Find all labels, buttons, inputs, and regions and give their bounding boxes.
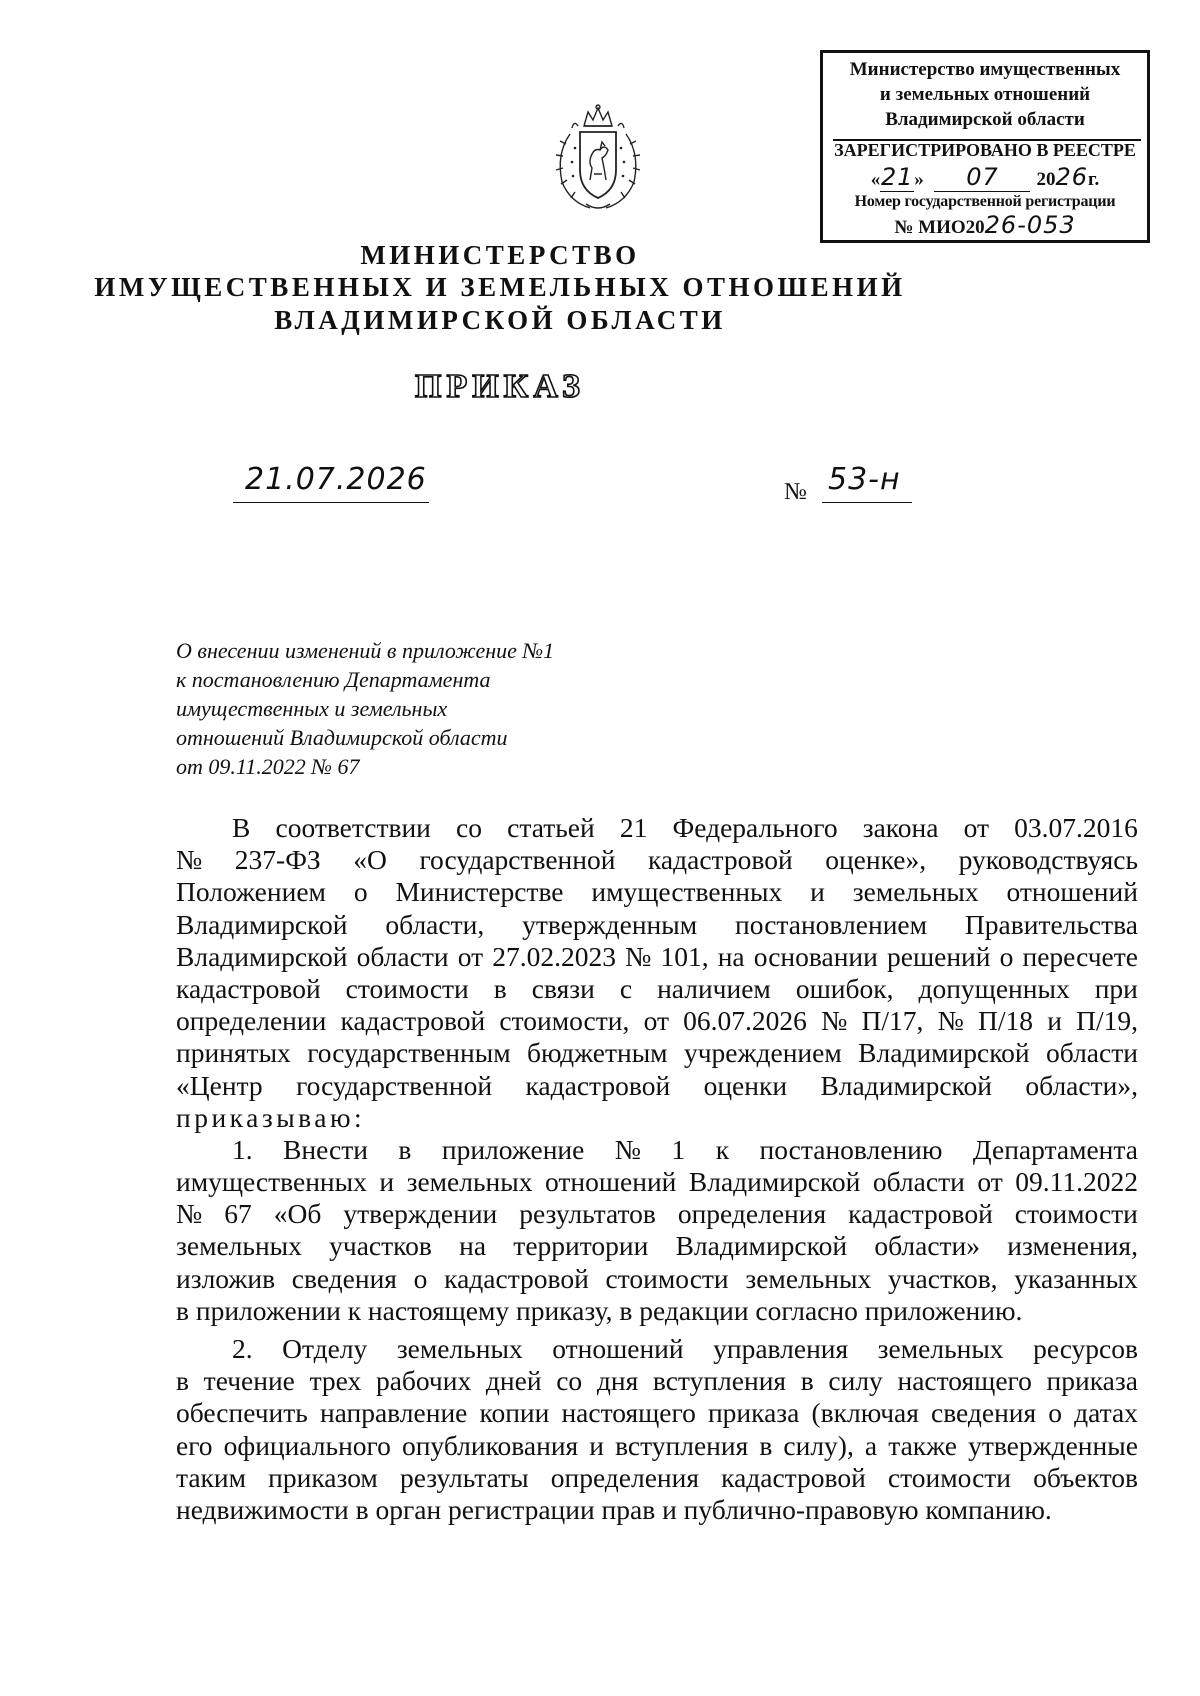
body-word: приказом <box>268 1461 378 1493</box>
body-line <box>176 876 1138 908</box>
body-word: вступления <box>652 1365 787 1397</box>
order-word-line <box>176 1102 1138 1134</box>
body-word: 67 <box>224 1198 252 1230</box>
body-word: П/17, <box>861 1005 924 1037</box>
body-word: и <box>1047 1005 1062 1037</box>
body-word: имущественных <box>591 876 783 908</box>
body-word: Министерстве <box>395 876 564 908</box>
body-word: стоимости <box>887 1461 1012 1493</box>
body-line <box>176 973 1138 1005</box>
body-word: настоящего <box>561 1397 696 1429</box>
body-word: определения <box>550 1461 700 1493</box>
body-word: государственным <box>307 1037 511 1069</box>
body-word: области» <box>874 1230 981 1262</box>
body-word: № <box>614 1133 642 1165</box>
body-word: Владимирской <box>820 1069 992 1101</box>
order-date: 21.07.2026 <box>245 462 427 497</box>
body-word: с <box>619 972 633 1004</box>
body-word: кадастровой <box>721 1461 866 1493</box>
body-word: (включая <box>811 1397 919 1429</box>
body-word: Федерального <box>672 812 838 843</box>
body-word: Департамента <box>972 1133 1138 1165</box>
body-word: территории <box>513 1230 649 1262</box>
subject-line: О внесении изменений в приложение №1 <box>176 638 555 663</box>
item1-line <box>176 1263 1138 1295</box>
body-word: а <box>864 1429 878 1461</box>
registration-stamp <box>820 50 1150 243</box>
body-word: управления <box>713 1333 849 1364</box>
body-word: Владимирской <box>688 1166 861 1198</box>
stamp-number-label: Номер государственной регистрации <box>854 193 1116 210</box>
body-word: от <box>457 940 484 972</box>
body-word: в <box>800 1365 814 1397</box>
body-word: его <box>176 1429 213 1461</box>
stamp-year-end: г. <box>1088 169 1100 190</box>
body-word: № <box>937 1005 964 1037</box>
body-word: 237-ФЗ <box>234 844 321 876</box>
body-word: В <box>232 812 251 843</box>
body-word: в <box>176 1365 189 1397</box>
stamp-org-line: и земельных отношений <box>879 84 1091 105</box>
stamp-org-line: Министерство имущественных <box>849 59 1121 80</box>
body-word: приказа <box>1046 1365 1138 1397</box>
stamp-year-suffix: 26 <box>1055 163 1089 191</box>
body-word: также <box>888 1429 957 1461</box>
body-word: о <box>1048 1397 1063 1429</box>
body-word: Правительства <box>964 908 1138 940</box>
order-number: 53-н <box>828 462 901 497</box>
body-word: Владимирской <box>858 1037 1030 1069</box>
body-word: утвержденным <box>522 908 698 940</box>
body-word: земельных <box>877 1333 1004 1364</box>
body-word: статьей <box>507 812 595 843</box>
body-word: руководствуясь <box>958 844 1138 876</box>
body-word: кадастровой <box>647 844 793 876</box>
body-word: основании <box>753 940 878 972</box>
body-line <box>176 941 1138 973</box>
order-body <box>176 812 1138 1526</box>
body-word: Владимирской <box>675 1230 848 1262</box>
body-word: со <box>456 812 483 843</box>
body-word: постановлением <box>735 908 928 940</box>
body-word: дней <box>485 1365 542 1397</box>
order-subject <box>176 636 554 781</box>
body-word: земельных <box>176 1230 302 1262</box>
body-word: участков <box>329 1230 432 1262</box>
body-word: от <box>977 1166 1003 1198</box>
order-date-field <box>233 462 429 503</box>
body-word: 06.07.2026 <box>683 1005 807 1037</box>
item2-line <box>176 1494 1138 1526</box>
stamp-organization <box>833 57 1137 132</box>
body-word: земельных <box>396 1333 523 1364</box>
body-word: указанных <box>1014 1262 1138 1294</box>
ministry-title-line2: ИМУЩЕСТВЕННЫХ И ЗЕМЕЛЬНЫХ ОТНОШЕНИЙ <box>94 272 906 302</box>
body-word: определении <box>176 1005 327 1037</box>
body-word: отношений <box>552 1333 684 1364</box>
body-word: кадастровой <box>176 972 321 1004</box>
body-word: земельных <box>852 876 979 908</box>
body-word: стоимости <box>345 972 469 1004</box>
body-word: ресурсов <box>1033 1333 1138 1364</box>
body-word: к <box>715 1133 730 1165</box>
body-word: «Об <box>273 1198 322 1230</box>
coat-of-arms-icon <box>548 104 648 216</box>
subject-line: к постановлению Департамента <box>176 667 491 692</box>
body-word: изменения, <box>1007 1230 1138 1262</box>
body-word: № <box>821 1005 848 1037</box>
ministry-title-line1: МИНИСТЕРСТВО <box>360 240 640 270</box>
body-word: силу), <box>783 1429 854 1461</box>
body-word: отношений <box>544 1166 677 1198</box>
item2-line <box>176 1397 1138 1429</box>
body-word: утвержденные <box>968 1429 1138 1461</box>
body-word: наличием <box>657 972 771 1004</box>
body-word: государственной <box>419 844 616 876</box>
body-word: «Центр <box>176 1069 263 1101</box>
body-word: отношений <box>1006 876 1138 908</box>
body-word: бюджетным <box>526 1037 668 1069</box>
body-word: от <box>963 812 990 843</box>
body-word: от <box>643 1005 669 1037</box>
body-word: направление <box>319 1397 468 1429</box>
body-word: 2. <box>232 1333 253 1364</box>
body-word: определения <box>677 1198 827 1230</box>
stamp-registered-label: ЗАРЕГИСТРИРОВАНО В РЕЕСТРЕ <box>834 140 1136 160</box>
body-word: учреждением <box>683 1037 842 1069</box>
subject-line: от 09.11.2022 № 67 <box>176 754 360 779</box>
body-word: дня <box>596 1365 639 1397</box>
stamp-number-prefix: № МИО20 <box>894 217 985 238</box>
body-word: приказа <box>707 1397 800 1429</box>
body-word: о <box>353 876 368 908</box>
body-word: 101, <box>660 940 709 972</box>
body-word: результаты <box>399 1461 529 1493</box>
stamp-year-prefix: 20 <box>1036 169 1056 190</box>
body-word: опубликования <box>401 1429 579 1461</box>
body-word: кадастровой <box>848 1198 993 1230</box>
body-word: области <box>1046 1037 1138 1069</box>
stamp-number <box>823 211 1147 242</box>
body-word: кадастровой <box>444 1262 589 1294</box>
body-word: соответствии <box>275 812 431 843</box>
body-word: области <box>356 940 449 972</box>
body-word: Отделу <box>282 1333 368 1364</box>
body-word: сведения <box>931 1397 1037 1429</box>
item1-line <box>176 1134 1138 1166</box>
body-word: земельных <box>745 1262 872 1294</box>
body-word: результатов <box>519 1198 656 1230</box>
stamp-org-line: Владимирской области <box>885 109 1085 130</box>
body-text: недвижимости в орган регистрации прав и публично-правовую компанию. <box>176 1493 1052 1525</box>
item1-line <box>176 1295 1138 1327</box>
item1-line <box>176 1230 1138 1262</box>
body-word: связи <box>531 972 595 1004</box>
item2 <box>176 1333 1138 1526</box>
body-word: П/18 <box>978 1005 1034 1037</box>
order-word: приказываю: <box>176 1101 366 1133</box>
body-word: 09.11.2022 <box>1015 1166 1138 1198</box>
body-line <box>176 812 1138 844</box>
body-word: обеспечить <box>176 1397 308 1429</box>
body-word: вступления <box>615 1429 749 1461</box>
body-line <box>176 844 1138 876</box>
body-word: течение <box>203 1365 295 1397</box>
body-text: в приложении к настоящему приказу, в редакции согласно приложению. <box>176 1294 1023 1326</box>
stamp-number-value: 26-053 <box>984 211 1076 239</box>
item2-line <box>176 1365 1138 1397</box>
body-word: официального <box>223 1429 391 1461</box>
body-word: на <box>717 940 745 972</box>
body-word: № <box>176 844 203 876</box>
item2-line <box>176 1333 1138 1365</box>
body-line <box>176 1005 1138 1037</box>
body-word: оценке», <box>825 844 927 876</box>
body-word: и <box>589 1429 604 1461</box>
body-word: объектов <box>1033 1461 1138 1493</box>
body-word: сведения <box>291 1262 397 1294</box>
body-line <box>176 909 1138 941</box>
body-line <box>176 1037 1138 1069</box>
stamp-date-quote: « <box>870 169 881 190</box>
body-word: датах <box>1074 1397 1138 1429</box>
body-word: «О <box>353 844 387 876</box>
body-word: настоящего <box>897 1365 1032 1397</box>
body-word: копии <box>479 1397 550 1429</box>
item2-line <box>176 1430 1138 1462</box>
item2-line <box>176 1462 1138 1494</box>
body-word: стоимости <box>1014 1198 1138 1230</box>
body-word: участков, <box>887 1262 998 1294</box>
body-word: закона <box>862 812 939 843</box>
item1-line <box>176 1166 1138 1198</box>
subject-line: отношений Владимирской области <box>176 725 508 750</box>
body-word: имущественных <box>176 1166 367 1198</box>
body-word: земельных <box>406 1166 533 1198</box>
stamp-date-quote: » <box>914 169 924 190</box>
body-word: П/19, <box>1076 1005 1138 1037</box>
document-type-title: ПРИКАЗ <box>415 368 585 405</box>
body-word: Положением <box>176 876 326 908</box>
body-word: решений <box>887 940 991 972</box>
body-word: № <box>176 1198 203 1230</box>
body-word: допущенных <box>918 972 1070 1004</box>
body-word: постановлению <box>759 1133 943 1165</box>
body-word: Внести <box>283 1133 368 1165</box>
body-word: стоимости <box>605 1262 729 1294</box>
body-word: в <box>493 972 507 1004</box>
body-word: 21 <box>619 812 648 843</box>
body-word: и <box>379 1166 395 1198</box>
body-word: в <box>759 1429 773 1461</box>
body-word: утверждении <box>343 1198 498 1230</box>
body-word: о <box>413 1262 428 1294</box>
body-word: 1 <box>671 1133 686 1165</box>
body-word: принятых <box>176 1037 291 1069</box>
body-word: 27.02.2023 <box>492 940 616 972</box>
ministry-title-line3: ВЛАДИМИРСКОЙ ОБЛАСТИ <box>274 305 726 335</box>
body-word: 03.07.2016 <box>1014 812 1138 843</box>
body-word: силу <box>828 1365 883 1397</box>
order-number-field <box>822 462 912 503</box>
item1-line <box>176 1198 1138 1230</box>
body-word: области, <box>385 908 485 940</box>
body-word: № <box>625 940 652 972</box>
body-word: в <box>398 1133 412 1165</box>
body-word: оценки <box>703 1069 788 1101</box>
body-word: пересчете <box>1022 940 1138 972</box>
body-word: трех <box>309 1365 362 1397</box>
body-line <box>176 1070 1138 1102</box>
body-word: со <box>556 1365 583 1397</box>
body-word: 1. <box>232 1133 253 1165</box>
body-word: о <box>999 940 1014 972</box>
body-word: изложив <box>176 1262 276 1294</box>
body-word: рабочих <box>375 1365 472 1397</box>
body-word: и <box>810 876 825 908</box>
body-word: Владимирской <box>176 940 348 972</box>
body-word: кадастровой <box>525 1069 671 1101</box>
body-word: области», <box>1025 1069 1138 1101</box>
body-word: государственной <box>296 1069 493 1101</box>
body-word: Владимирской <box>176 908 348 940</box>
body-word: таким <box>176 1461 247 1493</box>
stamp-month: 07 <box>934 163 1030 192</box>
subject-line: имущественных и земельных <box>176 696 448 721</box>
body-word: кадастровой <box>340 1005 486 1037</box>
body-word: на <box>459 1230 487 1262</box>
body-word: области <box>872 1166 965 1198</box>
body-word: при <box>1094 972 1138 1004</box>
body-word: ошибок, <box>795 972 894 1004</box>
body-word: приложение <box>441 1133 585 1165</box>
order-number-label: № <box>784 479 807 505</box>
body-word: стоимости, <box>499 1005 630 1037</box>
stamp-day: 21 <box>880 163 914 191</box>
